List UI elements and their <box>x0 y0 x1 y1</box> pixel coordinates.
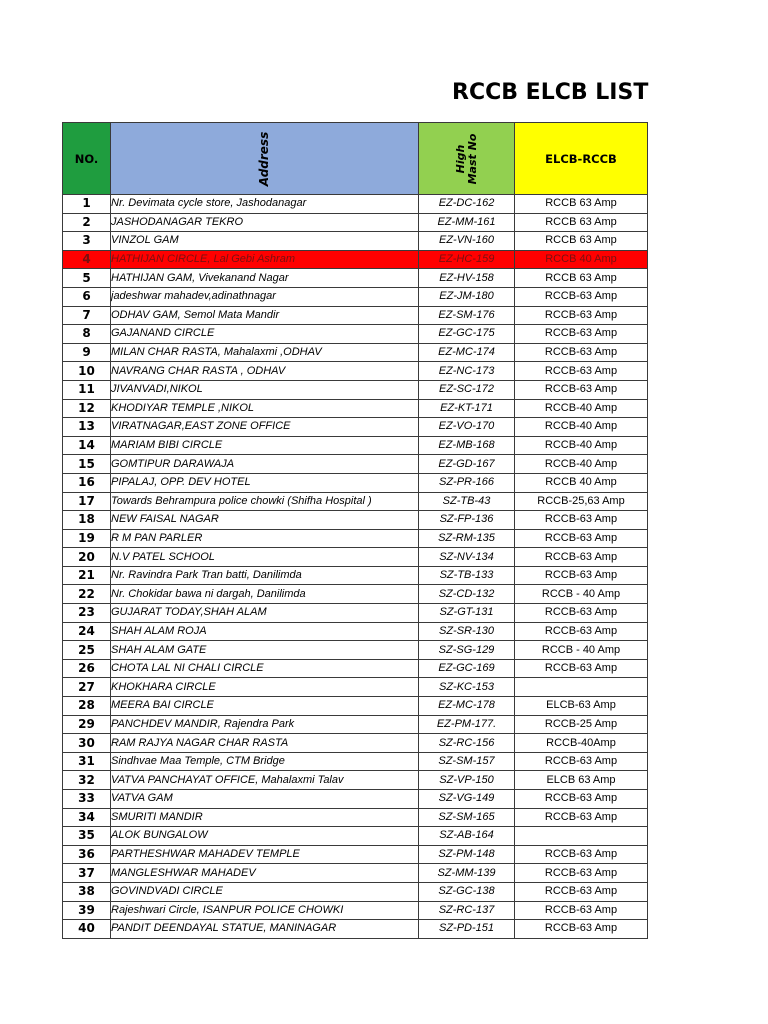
row-high-mast-no: EZ-GD-167 <box>419 455 515 474</box>
row-number: 37 <box>63 864 111 883</box>
row-elcb-rccb: RCCB-63 Amp <box>515 343 648 362</box>
row-address: Nr. Ravindra Park Tran batti, Danilimda <box>111 566 419 585</box>
row-high-mast-no: EZ-SC-172 <box>419 380 515 399</box>
row-elcb-rccb: RCCB-40 Amp <box>515 399 648 418</box>
row-address: PANDIT DEENDAYAL STATUE, MANINAGAR <box>111 920 419 939</box>
row-elcb-rccb: RCCB-63 Amp <box>515 306 648 325</box>
row-number: 13 <box>63 418 111 437</box>
table-row <box>63 548 648 567</box>
row-high-mast-no: EZ-MB-168 <box>419 436 515 455</box>
row-high-mast-no: EZ-HV-158 <box>419 269 515 288</box>
table-row <box>63 455 648 474</box>
table-row <box>63 604 648 623</box>
row-number: 10 <box>63 362 111 381</box>
row-address: VIRATNAGAR,EAST ZONE OFFICE <box>111 418 419 437</box>
row-number: 20 <box>63 548 111 567</box>
row-number: 26 <box>63 659 111 678</box>
row-number: 21 <box>63 566 111 585</box>
header-elcb-rccb: ELCB-RCCB <box>515 123 648 195</box>
table-row <box>63 343 648 362</box>
row-high-mast-no: SZ-NV-134 <box>419 548 515 567</box>
row-address: RAM RAJYA NAGAR CHAR RASTA <box>111 734 419 753</box>
row-elcb-rccb: RCCB-63 Amp <box>515 845 648 864</box>
row-address: PARTHESHWAR MAHADEV TEMPLE <box>111 845 419 864</box>
header-high-mast <box>419 123 515 195</box>
header-address <box>111 123 419 195</box>
row-high-mast-no: SZ-TB-43 <box>419 492 515 511</box>
table-row <box>63 920 648 939</box>
table-row <box>63 901 648 920</box>
row-address: ALOK BUNGALOW <box>111 827 419 846</box>
row-high-mast-no: EZ-MC-174 <box>419 343 515 362</box>
row-high-mast-no: SZ-AB-164 <box>419 827 515 846</box>
row-address: KHOKHARA CIRCLE <box>111 678 419 697</box>
row-address: SMURITI MANDIR <box>111 808 419 827</box>
row-number: 17 <box>63 492 111 511</box>
row-high-mast-no: SZ-SR-130 <box>419 622 515 641</box>
row-elcb-rccb: RCCB-63 Amp <box>515 622 648 641</box>
row-address: MANGLESHWAR MAHADEV <box>111 864 419 883</box>
row-high-mast-no: EZ-PM-177. <box>419 715 515 734</box>
row-high-mast-no: EZ-NC-173 <box>419 362 515 381</box>
row-number: 33 <box>63 790 111 809</box>
row-number: 7 <box>63 306 111 325</box>
table-row <box>63 585 648 604</box>
table-row <box>63 473 648 492</box>
row-address: ODHAV GAM, Semol Mata Mandir <box>111 306 419 325</box>
row-address: GOVINDVADI CIRCLE <box>111 882 419 901</box>
row-elcb-rccb: RCCB-63 Amp <box>515 790 648 809</box>
row-elcb-rccb: RCCB-63 Amp <box>515 808 648 827</box>
table-row <box>63 232 648 251</box>
row-number: 36 <box>63 845 111 864</box>
row-number: 38 <box>63 882 111 901</box>
row-number: 18 <box>63 511 111 530</box>
row-elcb-rccb: RCCB-63 Amp <box>515 529 648 548</box>
row-address: HATHIJAN GAM, Vivekanand Nagar <box>111 269 419 288</box>
row-number: 19 <box>63 529 111 548</box>
row-high-mast-no: SZ-SM-165 <box>419 808 515 827</box>
row-number: 32 <box>63 771 111 790</box>
row-number: 15 <box>63 455 111 474</box>
table-row <box>63 845 648 864</box>
row-elcb-rccb: RCCB 40 Amp <box>515 250 648 269</box>
row-address: R M PAN PARLER <box>111 529 419 548</box>
row-elcb-rccb: RCCB-63 Amp <box>515 548 648 567</box>
row-address: NEW FAISAL NAGAR <box>111 511 419 530</box>
header-high-mast-label: High Mast No <box>453 133 479 184</box>
table-row <box>63 697 648 716</box>
table-row <box>63 287 648 306</box>
row-elcb-rccb: RCCB-63 Amp <box>515 901 648 920</box>
row-elcb-rccb: RCCB-63 Amp <box>515 920 648 939</box>
table-row <box>63 641 648 660</box>
row-address: GAJANAND CIRCLE <box>111 325 419 344</box>
row-elcb-rccb: RCCB 63 Amp <box>515 232 648 251</box>
row-elcb-rccb <box>515 827 648 846</box>
row-address: HATHIJAN CIRCLE, Lal Gebi Ashram <box>111 250 419 269</box>
page-title: RCCB ELCB LIST <box>452 80 649 105</box>
row-elcb-rccb: ELCB 63 Amp <box>515 771 648 790</box>
row-address: jadeshwar mahadev,adinathnagar <box>111 287 419 306</box>
row-number: 24 <box>63 622 111 641</box>
row-high-mast-no: EZ-MM-161 <box>419 213 515 232</box>
row-high-mast-no: SZ-SM-157 <box>419 752 515 771</box>
row-number: 2 <box>63 213 111 232</box>
row-address: Nr. Chokidar bawa ni dargah, Danilimda <box>111 585 419 604</box>
row-elcb-rccb: RCCB-40 Amp <box>515 455 648 474</box>
table-row <box>63 864 648 883</box>
row-elcb-rccb: RCCB 40 Amp <box>515 473 648 492</box>
row-elcb-rccb: RCCB-40 Amp <box>515 418 648 437</box>
row-number: 11 <box>63 380 111 399</box>
row-high-mast-no: EZ-MC-178 <box>419 697 515 716</box>
row-high-mast-no: SZ-MM-139 <box>419 864 515 883</box>
table-row <box>63 529 648 548</box>
row-number: 14 <box>63 436 111 455</box>
table-row <box>63 380 648 399</box>
row-address: MEERA BAI CIRCLE <box>111 697 419 716</box>
row-address: VATVA PANCHAYAT OFFICE, Mahalaxmi Talav <box>111 771 419 790</box>
row-high-mast-no: SZ-TB-133 <box>419 566 515 585</box>
row-number: 23 <box>63 604 111 623</box>
row-number: 31 <box>63 752 111 771</box>
row-address: Nr. Devimata cycle store, Jashodanagar <box>111 195 419 214</box>
row-high-mast-no: EZ-DC-162 <box>419 195 515 214</box>
row-high-mast-no: EZ-GC-169 <box>419 659 515 678</box>
table-row <box>63 882 648 901</box>
row-high-mast-no: EZ-SM-176 <box>419 306 515 325</box>
row-high-mast-no: SZ-RC-137 <box>419 901 515 920</box>
row-address: GUJARAT TODAY,SHAH ALAM <box>111 604 419 623</box>
row-address: VINZOL GAM <box>111 232 419 251</box>
row-elcb-rccb: RCCB - 40 Amp <box>515 641 648 660</box>
table-row <box>63 622 648 641</box>
table-row <box>63 306 648 325</box>
table-body <box>63 195 648 939</box>
row-address: SHAH ALAM ROJA <box>111 622 419 641</box>
table-row <box>63 827 648 846</box>
row-elcb-rccb: ELCB-63 Amp <box>515 697 648 716</box>
row-elcb-rccb: RCCB-63 Amp <box>515 864 648 883</box>
row-number: 16 <box>63 473 111 492</box>
row-address: KHODIYAR TEMPLE ,NIKOL <box>111 399 419 418</box>
row-high-mast-no: EZ-HC-159 <box>419 250 515 269</box>
row-elcb-rccb: RCCB-63 Amp <box>515 287 648 306</box>
row-number: 5 <box>63 269 111 288</box>
row-elcb-rccb: RCCB-63 Amp <box>515 325 648 344</box>
row-high-mast-no: SZ-SG-129 <box>419 641 515 660</box>
row-elcb-rccb: RCCB-25 Amp <box>515 715 648 734</box>
row-elcb-rccb: RCCB-63 Amp <box>515 566 648 585</box>
row-elcb-rccb: RCCB-40Amp <box>515 734 648 753</box>
row-elcb-rccb: RCCB-63 Amp <box>515 882 648 901</box>
row-high-mast-no: EZ-VN-160 <box>419 232 515 251</box>
table-row <box>63 808 648 827</box>
row-high-mast-no: SZ-CD-132 <box>419 585 515 604</box>
row-high-mast-no: EZ-GC-175 <box>419 325 515 344</box>
row-elcb-rccb: RCCB 63 Amp <box>515 269 648 288</box>
table-row <box>63 362 648 381</box>
row-number: 22 <box>63 585 111 604</box>
table-row <box>63 511 648 530</box>
row-number: 27 <box>63 678 111 697</box>
row-number: 29 <box>63 715 111 734</box>
row-number: 28 <box>63 697 111 716</box>
row-high-mast-no: SZ-GC-138 <box>419 882 515 901</box>
row-high-mast-no: EZ-KT-171 <box>419 399 515 418</box>
header-no: NO. <box>63 123 111 195</box>
table-row <box>63 436 648 455</box>
row-address: MILAN CHAR RASTA, Mahalaxmi ,ODHAV <box>111 343 419 362</box>
table-row <box>63 492 648 511</box>
row-address: GOMTIPUR DARAWAJA <box>111 455 419 474</box>
table-row <box>63 213 648 232</box>
row-address: N.V PATEL SCHOOL <box>111 548 419 567</box>
row-elcb-rccb: RCCB - 40 Amp <box>515 585 648 604</box>
row-elcb-rccb: RCCB-63 Amp <box>515 511 648 530</box>
row-number: 30 <box>63 734 111 753</box>
table-row <box>63 418 648 437</box>
row-elcb-rccb: RCCB-40 Amp <box>515 436 648 455</box>
row-elcb-rccb <box>515 678 648 697</box>
row-high-mast-no: SZ-VP-150 <box>419 771 515 790</box>
row-high-mast-no: SZ-PM-148 <box>419 845 515 864</box>
row-number: 39 <box>63 901 111 920</box>
table-row <box>63 195 648 214</box>
row-address: PANCHDEV MANDIR, Rajendra Park <box>111 715 419 734</box>
row-address: MARIAM BIBI CIRCLE <box>111 436 419 455</box>
row-high-mast-no: EZ-VO-170 <box>419 418 515 437</box>
table-row <box>63 250 648 269</box>
row-number: 9 <box>63 343 111 362</box>
row-elcb-rccb: RCCB-63 Amp <box>515 380 648 399</box>
row-high-mast-no: SZ-RC-156 <box>419 734 515 753</box>
row-number: 6 <box>63 287 111 306</box>
row-high-mast-no: SZ-KC-153 <box>419 678 515 697</box>
row-high-mast-no: SZ-FP-136 <box>419 511 515 530</box>
header-address-label: Address <box>257 131 272 186</box>
row-high-mast-no: SZ-VG-149 <box>419 790 515 809</box>
table-row <box>63 678 648 697</box>
rccb-elcb-table <box>62 122 648 939</box>
row-number: 3 <box>63 232 111 251</box>
row-number: 34 <box>63 808 111 827</box>
row-number: 35 <box>63 827 111 846</box>
row-number: 8 <box>63 325 111 344</box>
row-address: JIVANVADI,NIKOL <box>111 380 419 399</box>
table-row <box>63 734 648 753</box>
row-elcb-rccb: RCCB-25,63 Amp <box>515 492 648 511</box>
row-elcb-rccb: RCCB-63 Amp <box>515 604 648 623</box>
row-elcb-rccb: RCCB-63 Amp <box>515 752 648 771</box>
table-row <box>63 752 648 771</box>
row-number: 12 <box>63 399 111 418</box>
row-high-mast-no: SZ-PR-166 <box>419 473 515 492</box>
row-elcb-rccb: RCCB-63 Amp <box>515 362 648 381</box>
table-row <box>63 659 648 678</box>
row-address: PIPALAJ, OPP. DEV HOTEL <box>111 473 419 492</box>
row-elcb-rccb: RCCB 63 Amp <box>515 213 648 232</box>
row-high-mast-no: SZ-GT-131 <box>419 604 515 623</box>
row-number: 40 <box>63 920 111 939</box>
row-high-mast-no: EZ-JM-180 <box>419 287 515 306</box>
row-address: NAVRANG CHAR RASTA , ODHAV <box>111 362 419 381</box>
row-address: VATVA GAM <box>111 790 419 809</box>
table-row <box>63 399 648 418</box>
row-elcb-rccb: RCCB-63 Amp <box>515 659 648 678</box>
row-address: JASHODANAGAR TEKRO <box>111 213 419 232</box>
table-row <box>63 269 648 288</box>
row-elcb-rccb: RCCB 63 Amp <box>515 195 648 214</box>
table-header-row <box>63 123 648 195</box>
table-row <box>63 771 648 790</box>
row-address: CHOTA LAL NI CHALI CIRCLE <box>111 659 419 678</box>
table-row <box>63 790 648 809</box>
row-high-mast-no: SZ-PD-151 <box>419 920 515 939</box>
row-number: 4 <box>63 250 111 269</box>
table-row <box>63 325 648 344</box>
row-number: 25 <box>63 641 111 660</box>
table-row <box>63 715 648 734</box>
row-address: Rajeshwari Circle, ISANPUR POLICE CHOWKI <box>111 901 419 920</box>
row-high-mast-no: SZ-RM-135 <box>419 529 515 548</box>
row-address: SHAH ALAM GATE <box>111 641 419 660</box>
row-address: Towards Behrampura police chowki (Shifha Hospital ) <box>111 492 419 511</box>
row-address: Sindhvae Maa Temple, CTM Bridge <box>111 752 419 771</box>
table-row <box>63 566 648 585</box>
row-number: 1 <box>63 195 111 214</box>
